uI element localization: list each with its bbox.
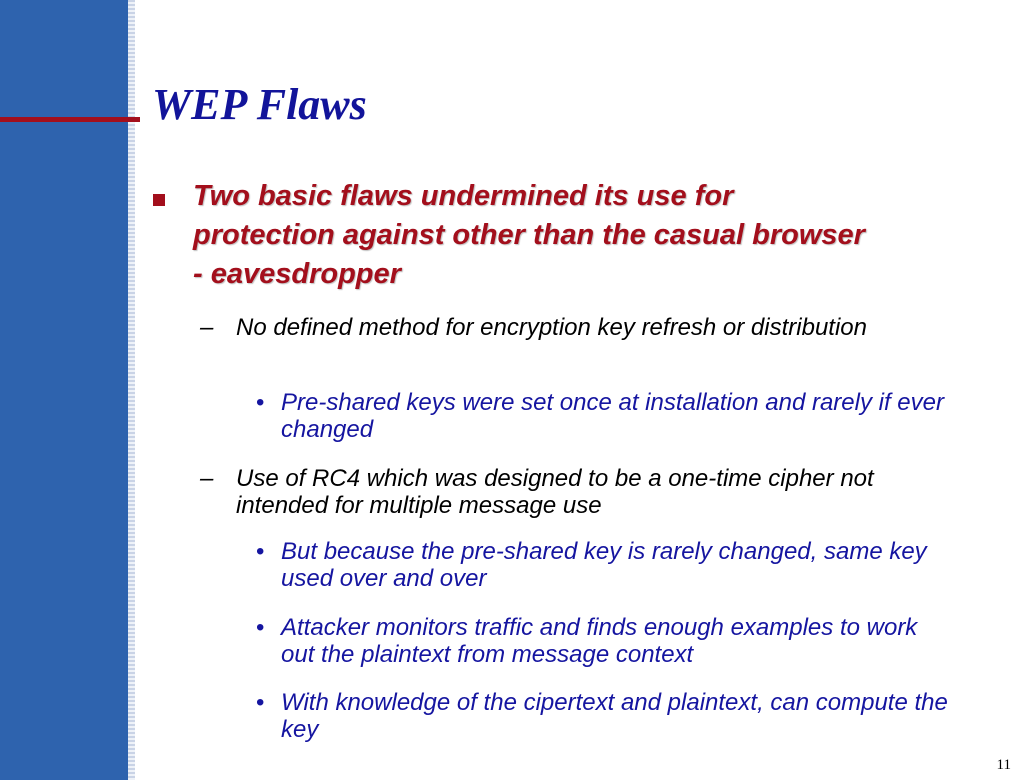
sub-point: No defined method for encryption key refresh or distribution	[236, 314, 867, 341]
dot-bullet-icon: •	[256, 614, 265, 641]
square-bullet-icon	[153, 194, 165, 206]
dot-bullet-icon: •	[256, 389, 265, 416]
dot-bullet-icon: •	[256, 538, 265, 565]
detail-point: Attacker monitors traffic and finds enough examples to work out the plaintext from message context	[281, 614, 918, 668]
detail-point: With knowledge of the cipertext and plaintext, can compute the key	[281, 689, 948, 743]
sub-point: Use of RC4 which was designed to be a one-time cipher not intended for multiple message use	[236, 465, 874, 519]
detail-point: Pre-shared keys were set once at installation and rarely if ever changed	[281, 389, 944, 443]
dash-bullet-icon: –	[200, 465, 214, 492]
slide-title: WEP Flaws	[152, 80, 367, 129]
page-number: 11	[996, 757, 1011, 773]
detail-point: But because the pre-shared key is rarely changed, same key used over and over	[281, 538, 927, 592]
dot-bullet-icon: •	[256, 689, 265, 716]
main-bullet: Two basic flaws undermined its use for protection against other than the casual browser - eavesdropper	[193, 180, 865, 290]
dash-bullet-icon: –	[200, 314, 214, 341]
